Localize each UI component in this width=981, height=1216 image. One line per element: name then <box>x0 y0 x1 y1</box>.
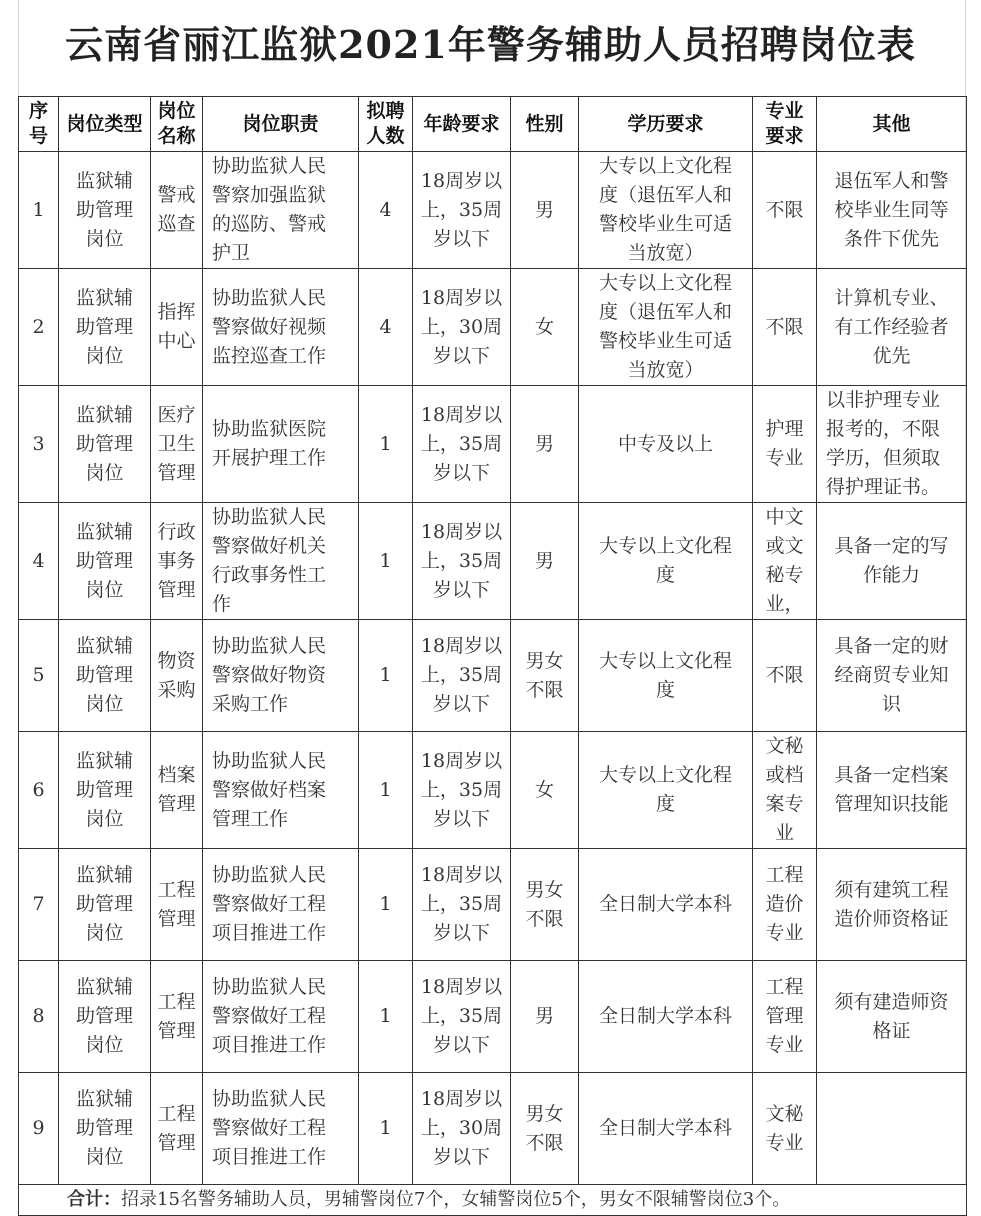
cell-name: 档案 管理 <box>151 732 203 849</box>
cell-no: 4 <box>19 503 59 620</box>
cell-count: 1 <box>359 386 413 503</box>
header-major: 专业 要求 <box>753 97 817 152</box>
cell-other: 退伍军人和警 校毕业生同等 条件下优先 <box>817 152 967 269</box>
cell-type: 监狱辅 助管理 岗位 <box>59 386 151 503</box>
cell-type: 监狱辅 助管理 岗位 <box>59 1073 151 1185</box>
cell-count: 1 <box>359 732 413 849</box>
cell-major: 不限 <box>753 269 817 386</box>
cell-major: 工程 管理 专业 <box>753 961 817 1073</box>
cell-type: 监狱辅 助管理 岗位 <box>59 269 151 386</box>
table-row <box>19 152 967 269</box>
cell-count: 1 <box>359 1073 413 1185</box>
table-row <box>19 386 967 503</box>
cell-duty: 协助监狱人民 警察做好物资 采购工作 <box>203 620 359 732</box>
cell-type: 监狱辅 助管理 岗位 <box>59 849 151 961</box>
cell-gender: 女 <box>511 269 579 386</box>
cell-type: 监狱辅 助管理 岗位 <box>59 961 151 1073</box>
cell-major: 工程 造价 专业 <box>753 849 817 961</box>
cell-major: 文秘 专业 <box>753 1073 817 1185</box>
cell-edu: 大专以上文化程 度 <box>579 620 753 732</box>
cell-duty: 协助监狱人民 警察做好档案 管理工作 <box>203 732 359 849</box>
cell-duty: 协助监狱人民 警察做好视频 监控巡查工作 <box>203 269 359 386</box>
cell-age: 18周岁以 上，35周 岁以下 <box>413 152 511 269</box>
cell-gender: 男 <box>511 961 579 1073</box>
cell-other: 具备一定档案 管理知识技能 <box>817 732 967 849</box>
header-name: 岗位 名称 <box>151 97 203 152</box>
cell-duty: 协助监狱人民 警察做好机关 行政事务性工 作 <box>203 503 359 620</box>
cell-name: 警戒 巡查 <box>151 152 203 269</box>
cell-duty: 协助监狱人民 警察加强监狱 的巡防、警戒 护卫 <box>203 152 359 269</box>
cell-edu: 中专及以上 <box>579 386 753 503</box>
cell-type: 监狱辅 助管理 岗位 <box>59 503 151 620</box>
cell-type: 监狱辅 助管理 岗位 <box>59 152 151 269</box>
table-row <box>19 1073 967 1185</box>
cell-duty: 协助监狱人民 警察做好工程 项目推进工作 <box>203 1073 359 1185</box>
header-duty: 岗位职责 <box>203 97 359 152</box>
cell-count: 1 <box>359 961 413 1073</box>
cell-type: 监狱辅 助管理 岗位 <box>59 732 151 849</box>
total-text: 招录15名警务辅助人员，男辅警岗位7个，女辅警岗位5个，男女不限辅警岗位3个。 <box>121 1189 791 1210</box>
cell-gender: 男女 不限 <box>511 620 579 732</box>
cell-age: 18周岁以 上，35周 岁以下 <box>413 961 511 1073</box>
cell-major: 不限 <box>753 620 817 732</box>
cell-name: 工程 管理 <box>151 961 203 1073</box>
cell-gender: 男女 不限 <box>511 849 579 961</box>
cell-count: 1 <box>359 849 413 961</box>
header-gender: 性别 <box>511 97 579 152</box>
cell-no: 2 <box>19 269 59 386</box>
header-row <box>19 97 967 152</box>
cell-age: 18周岁以 上，35周 岁以下 <box>413 386 511 503</box>
cell-edu: 大专以上文化程 度 <box>579 732 753 849</box>
table-row <box>19 961 967 1073</box>
cell-major: 中文 或文 秘专 业， <box>753 503 817 620</box>
cell-age: 18周岁以 上，30周 岁以下 <box>413 269 511 386</box>
header-edu: 学历要求 <box>579 97 753 152</box>
cell-no: 7 <box>19 849 59 961</box>
header-no: 序 号 <box>19 97 59 152</box>
header-type: 岗位类型 <box>59 97 151 152</box>
cell-duty: 协助监狱人民 警察做好工程 项目推进工作 <box>203 849 359 961</box>
table-row <box>19 620 967 732</box>
cell-age: 18周岁以 上，35周 岁以下 <box>413 849 511 961</box>
cell-type: 监狱辅 助管理 岗位 <box>59 620 151 732</box>
cell-other: 具备一定的财 经商贸专业知 识 <box>817 620 967 732</box>
cell-no: 8 <box>19 961 59 1073</box>
cell-major: 不限 <box>753 152 817 269</box>
cell-name: 指挥 中心 <box>151 269 203 386</box>
cell-edu: 大专以上文化程 度 <box>579 503 753 620</box>
cell-gender: 男 <box>511 503 579 620</box>
cell-edu: 大专以上文化程 度（退伍军人和 警校毕业生可适 当放宽） <box>579 269 753 386</box>
cell-major: 文秘 或档 案专 业 <box>753 732 817 849</box>
cell-duty: 协助监狱医院 开展护理工作 <box>203 386 359 503</box>
cell-age: 18周岁以 上，35周 岁以下 <box>413 732 511 849</box>
cell-name: 工程 管理 <box>151 1073 203 1185</box>
cell-no: 1 <box>19 152 59 269</box>
cell-age: 18周岁以 上，30周 岁以下 <box>413 1073 511 1185</box>
table-row <box>19 269 967 386</box>
cell-gender: 女 <box>511 732 579 849</box>
cell-age: 18周岁以 上，35周 岁以下 <box>413 620 511 732</box>
page-title: 云南省丽江监狱2021年警务辅助人员招聘岗位表 <box>65 22 916 67</box>
total-label: 合计： <box>67 1189 121 1210</box>
cell-edu: 全日制大学本科 <box>579 1073 753 1185</box>
table-row <box>19 849 967 961</box>
cell-age: 18周岁以 上，35周 岁以下 <box>413 503 511 620</box>
recruitment-table <box>18 96 967 1216</box>
header-other: 其他 <box>817 97 967 152</box>
cell-other: 须有建造师资 格证 <box>817 961 967 1073</box>
cell-other: 以非护理专业 报考的，不限 学历，但须取 得护理证书。 <box>817 386 967 503</box>
cell-other <box>817 1073 967 1185</box>
cell-edu: 大专以上文化程 度（退伍军人和 警校毕业生可适 当放宽） <box>579 152 753 269</box>
cell-count: 1 <box>359 503 413 620</box>
total-summary <box>19 1185 967 1216</box>
header-count: 拟聘 人数 <box>359 97 413 152</box>
cell-name: 医疗 卫生 管理 <box>151 386 203 503</box>
header-age: 年龄要求 <box>413 97 511 152</box>
cell-no: 6 <box>19 732 59 849</box>
cell-other: 须有建筑工程 造价师资格证 <box>817 849 967 961</box>
cell-other: 计算机专业、 有工作经验者 优先 <box>817 269 967 386</box>
cell-name: 物资 采购 <box>151 620 203 732</box>
cell-name: 工程 管理 <box>151 849 203 961</box>
cell-other: 具备一定的写 作能力 <box>817 503 967 620</box>
cell-duty: 协助监狱人民 警察做好工程 项目推进工作 <box>203 961 359 1073</box>
cell-count: 4 <box>359 152 413 269</box>
cell-no: 5 <box>19 620 59 732</box>
footer-row <box>19 1185 967 1216</box>
cell-edu: 全日制大学本科 <box>579 849 753 961</box>
cell-count: 4 <box>359 269 413 386</box>
cell-gender: 男 <box>511 152 579 269</box>
table-row <box>19 732 967 849</box>
cell-no: 9 <box>19 1073 59 1185</box>
cell-count: 1 <box>359 620 413 732</box>
cell-gender: 男 <box>511 386 579 503</box>
cell-gender: 男女 不限 <box>511 1073 579 1185</box>
cell-name: 行政 事务 管理 <box>151 503 203 620</box>
cell-edu: 全日制大学本科 <box>579 961 753 1073</box>
table-row <box>19 503 967 620</box>
cell-major: 护理 专业 <box>753 386 817 503</box>
cell-no: 3 <box>19 386 59 503</box>
